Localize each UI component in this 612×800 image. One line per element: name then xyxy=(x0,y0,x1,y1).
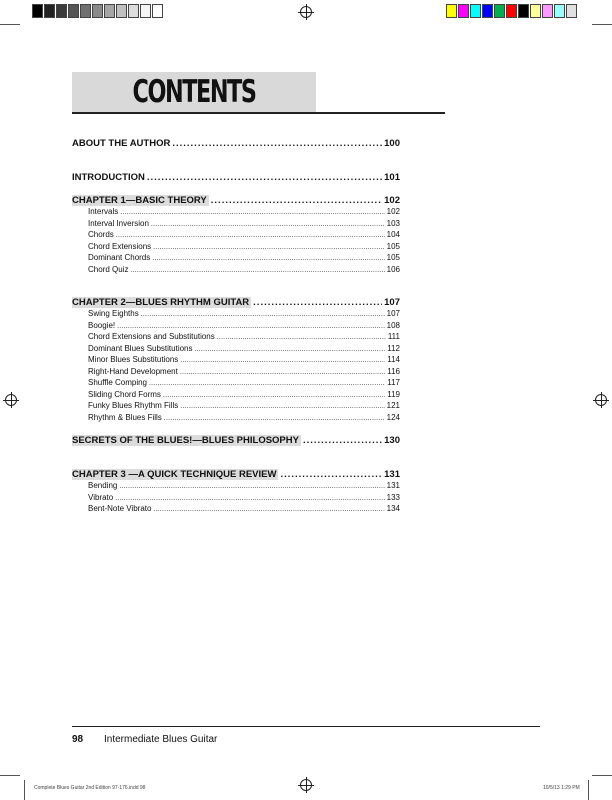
dot-leader xyxy=(217,334,386,341)
crop-mark xyxy=(0,775,20,776)
color-swatch xyxy=(494,4,505,18)
dot-leader xyxy=(147,172,382,183)
crop-mark xyxy=(592,24,612,25)
toc-subentry[interactable] xyxy=(88,481,400,493)
dot-leader xyxy=(172,138,382,149)
toc-subentry[interactable] xyxy=(88,265,400,277)
color-swatch xyxy=(530,4,541,18)
color-swatch xyxy=(482,4,493,18)
crop-mark xyxy=(588,780,589,800)
toc-sublabel: Chord Quiz xyxy=(88,264,129,274)
toc-sublabel: Chords xyxy=(88,230,114,239)
toc-page: 131 xyxy=(384,469,400,480)
toc-page: 130 xyxy=(384,435,400,446)
toc-subpage: 119 xyxy=(387,389,400,399)
dot-leader xyxy=(151,221,385,228)
toc-subentry[interactable] xyxy=(88,493,400,505)
toc-sublabel: Vibrato xyxy=(88,492,114,502)
toc-sublabel: Bent-Note Vibrato xyxy=(88,504,152,513)
toc-page: 101 xyxy=(384,172,400,183)
toc-subentry[interactable] xyxy=(88,378,400,390)
toc-entry-about-author[interactable] xyxy=(72,138,400,152)
process-color-bar xyxy=(446,4,578,18)
grayscale-color-bar xyxy=(32,4,164,18)
color-swatch xyxy=(518,4,529,18)
toc-subentry[interactable] xyxy=(88,344,400,356)
toc-subpage: 105 xyxy=(386,253,400,262)
toc-subpage: 114 xyxy=(387,355,400,364)
toc-subentry[interactable] xyxy=(88,367,400,379)
toc-subpage: 117 xyxy=(387,378,400,387)
toc-subpage: 105 xyxy=(386,241,400,251)
color-swatch xyxy=(32,4,43,18)
color-swatch xyxy=(542,4,553,18)
toc-sublabel: Shuffle Comping xyxy=(88,378,147,387)
dot-leader xyxy=(149,380,385,387)
registration-mark-icon xyxy=(300,6,312,18)
toc-sublabel: Sliding Chord Forms xyxy=(88,389,161,399)
registration-mark-icon xyxy=(5,394,17,406)
dot-leader xyxy=(180,403,384,410)
toc-subpage: 103 xyxy=(386,218,400,228)
toc-subentry[interactable] xyxy=(88,355,400,367)
toc-sublabel: Intervals xyxy=(88,207,119,216)
color-swatch xyxy=(140,4,151,18)
toc-subpage: 102 xyxy=(386,207,400,216)
toc-label: ABOUT THE AUTHOR xyxy=(72,138,171,149)
toc-subpage: 133 xyxy=(386,492,400,502)
toc-subpage: 107 xyxy=(386,309,400,318)
toc-label: SECRETS OF THE BLUES!—BLUES PHILOSOPHY xyxy=(72,435,299,446)
toc-page: 100 xyxy=(384,138,400,149)
toc-subpage: 116 xyxy=(387,366,400,376)
toc-subentry[interactable] xyxy=(88,504,400,516)
toc-subpage: 104 xyxy=(386,230,400,239)
crop-mark xyxy=(24,780,25,800)
registration-mark-icon xyxy=(595,394,607,406)
dot-leader xyxy=(152,255,384,262)
color-swatch xyxy=(458,4,469,18)
footer-book-title: Intermediate Blues Guitar xyxy=(104,734,218,745)
color-swatch xyxy=(44,4,55,18)
color-swatch xyxy=(152,4,163,18)
toc-subentry[interactable] xyxy=(88,219,400,231)
toc-subentry[interactable] xyxy=(88,401,400,413)
dot-leader xyxy=(119,483,384,490)
dot-leader xyxy=(180,369,385,376)
page-title: CONTENTS xyxy=(132,74,256,110)
color-swatch xyxy=(554,4,565,18)
color-swatch xyxy=(506,4,517,18)
toc-subentry[interactable] xyxy=(88,390,400,402)
color-swatch xyxy=(566,4,577,18)
toc-sublabel: Interval Inversion xyxy=(88,218,149,228)
toc-sublabel: Right-Hand Development xyxy=(88,366,178,376)
print-slug-file: Complete Blues Guitar 2nd Edition 97-176.indd 98 xyxy=(34,785,146,791)
toc-sublabel: Rhythm & Blues Fills xyxy=(88,412,162,422)
color-swatch xyxy=(446,4,457,18)
color-swatch xyxy=(116,4,127,18)
toc-subentry[interactable] xyxy=(88,321,400,333)
dot-leader xyxy=(130,267,384,274)
dot-leader xyxy=(116,232,385,239)
dot-leader xyxy=(115,495,384,502)
crop-mark xyxy=(0,24,20,25)
color-swatch xyxy=(92,4,103,18)
toc-subentry[interactable] xyxy=(88,230,400,242)
toc-page: 107 xyxy=(384,297,400,308)
toc-sublabel: Bending xyxy=(88,481,118,490)
registration-mark-icon xyxy=(300,779,312,791)
toc-label: INTRODUCTION xyxy=(72,172,145,183)
dot-leader xyxy=(153,244,384,251)
toc-sublabel: Chord Extensions and Substitutions xyxy=(88,332,215,341)
toc-subentry[interactable] xyxy=(88,309,400,321)
dot-leader xyxy=(163,392,385,399)
footer-page-number: 98 xyxy=(72,734,84,745)
dot-leader xyxy=(153,506,384,513)
toc-label: CHAPTER 3 —A QUICK TECHNIQUE REVIEW xyxy=(72,469,277,480)
color-swatch xyxy=(80,4,91,18)
toc-sublabel: Boogie! xyxy=(88,320,116,330)
color-swatch xyxy=(128,4,139,18)
toc-subpage: 121 xyxy=(386,401,400,410)
dot-leader xyxy=(303,435,382,446)
toc-subpage: 106 xyxy=(386,264,400,274)
crop-mark xyxy=(592,775,612,776)
toc-sublabel: Dominant Chords xyxy=(88,253,151,262)
dot-leader xyxy=(253,297,382,308)
footer-rule xyxy=(72,726,540,727)
toc-sublabel: Funky Blues Rhythm Fills xyxy=(88,401,179,410)
dot-leader xyxy=(180,357,385,364)
toc-sublabel: Minor Blues Substitutions xyxy=(88,355,179,364)
toc-label: CHAPTER 2—BLUES RHYTHM GUITAR xyxy=(72,297,250,308)
title-banner xyxy=(72,72,316,112)
color-swatch xyxy=(104,4,115,18)
toc-subentry[interactable] xyxy=(88,332,400,344)
toc-subentry[interactable] xyxy=(88,207,400,219)
toc-subpage: 131 xyxy=(386,481,400,490)
toc-subentry[interactable] xyxy=(88,253,400,265)
toc-subpage: 134 xyxy=(386,504,400,513)
toc-subpage: 124 xyxy=(386,412,400,422)
toc-entry-secrets-of-the-blues[interactable] xyxy=(72,435,400,449)
toc-page: 102 xyxy=(384,195,400,206)
toc-sublabel: Chord Extensions xyxy=(88,241,152,251)
toc-subpage: 112 xyxy=(387,343,400,353)
toc-subpage: 108 xyxy=(386,320,400,330)
color-swatch xyxy=(68,4,79,18)
dot-leader xyxy=(141,311,385,318)
toc-sublabel: Dominant Blues Substitutions xyxy=(88,343,193,353)
dot-leader xyxy=(211,195,382,206)
dot-leader xyxy=(164,415,385,422)
dot-leader xyxy=(120,209,384,216)
toc-subentry[interactable] xyxy=(88,413,400,425)
color-swatch xyxy=(56,4,67,18)
dot-leader xyxy=(195,346,386,353)
print-slug-timestamp: 10/5/13 1:29 PM xyxy=(543,785,580,791)
dot-leader xyxy=(280,469,382,480)
toc-entry-introduction[interactable] xyxy=(72,172,400,186)
toc-label: CHAPTER 1—BASIC THEORY xyxy=(72,195,207,206)
toc-subentry[interactable] xyxy=(88,242,400,254)
title-rule xyxy=(72,112,445,114)
color-swatch xyxy=(470,4,481,18)
toc-subpage: 111 xyxy=(387,332,400,341)
dot-leader xyxy=(117,323,385,330)
toc-sublabel: Swing Eighths xyxy=(88,309,139,318)
